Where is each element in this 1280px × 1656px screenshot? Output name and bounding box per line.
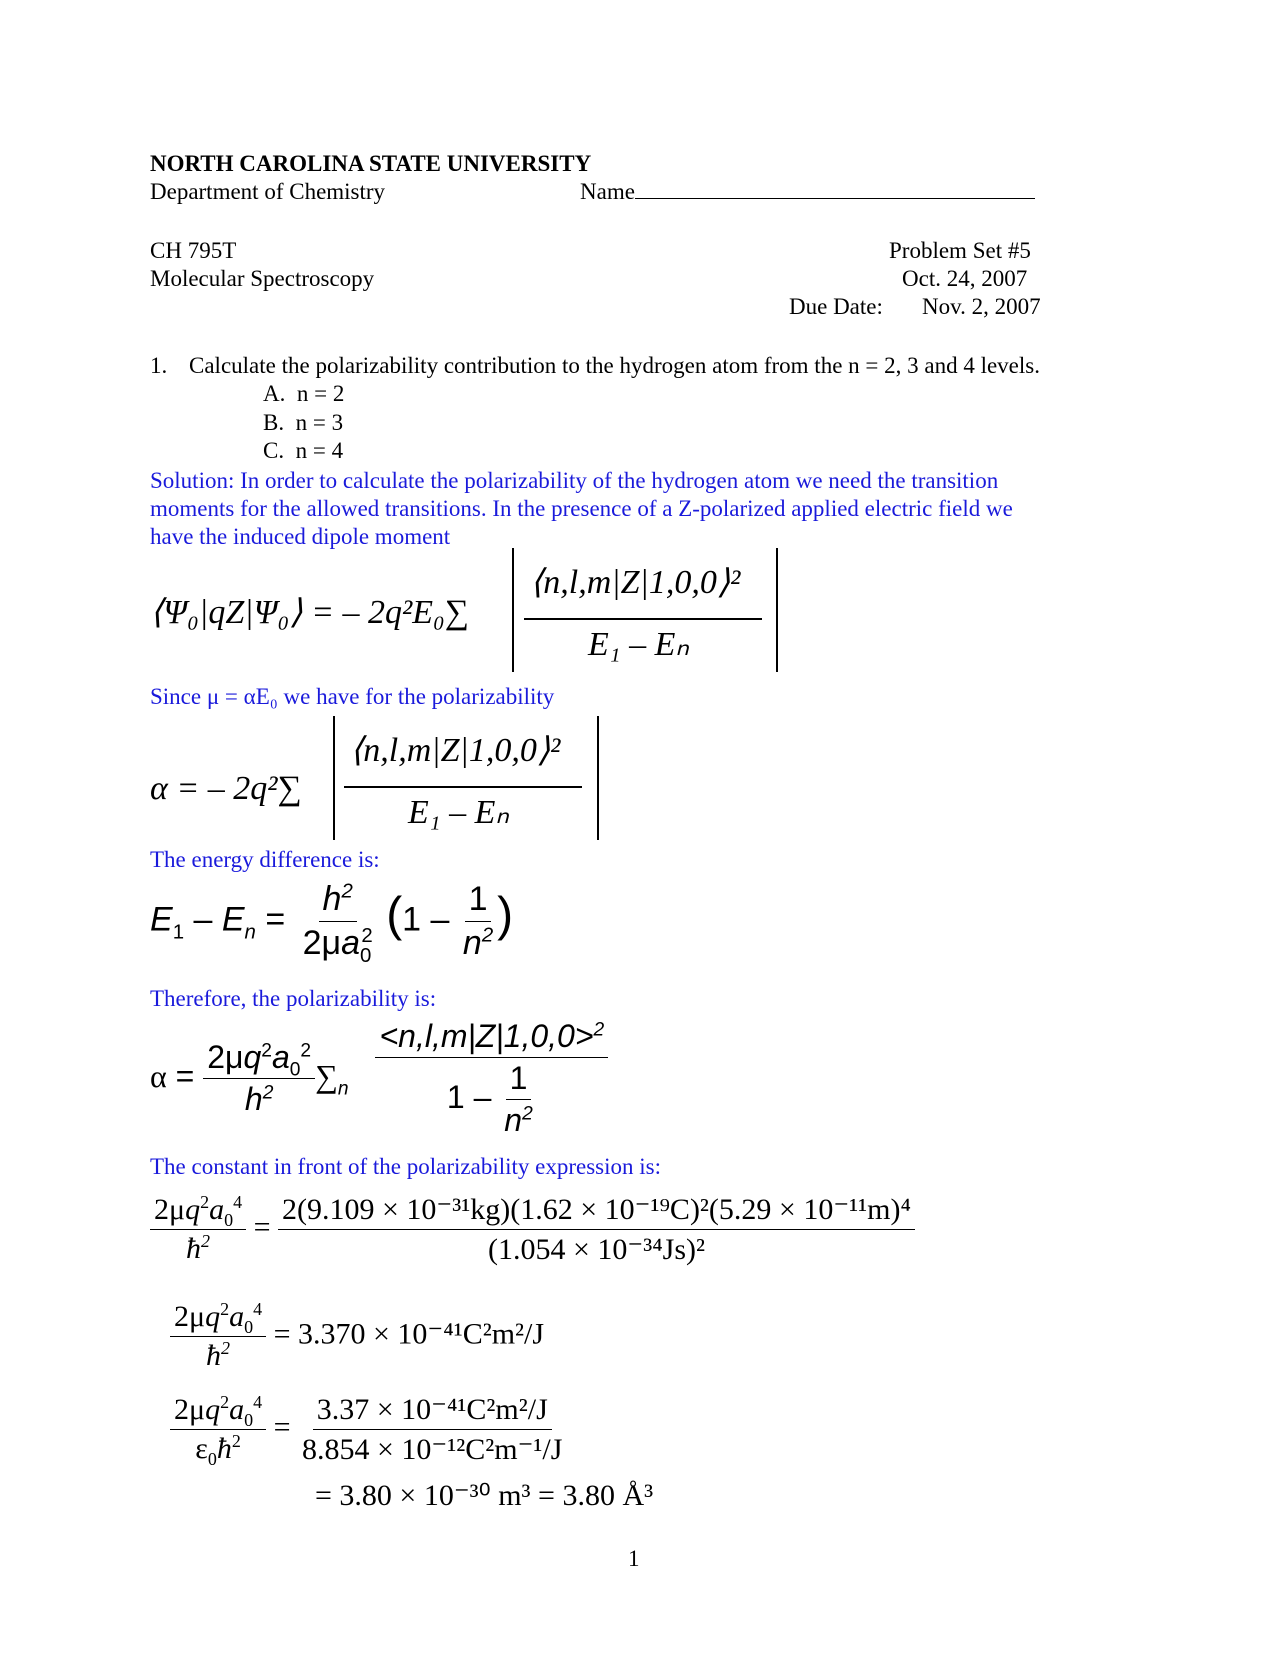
part-letter: A. <box>263 381 286 406</box>
constant-value-equation: $\frac{2\mu q^2a_0^4}{ħ^2}$ = 3.370 × 10⁻⁴¹C²m²/J <box>170 1300 544 1373</box>
eq4-numerator: 3.37 × 10⁻⁴¹C²m²/J <box>313 1392 552 1430</box>
part-letter: C. <box>263 438 285 463</box>
solution-line-3: have the induced dipole moment <box>150 524 451 549</box>
part-b <box>263 409 343 437</box>
constant-numerator: 2(9.109 × 10⁻³¹kg)(1.62 × 10⁻¹⁹C)²(5.29 × 10⁻¹¹m)⁴ <box>278 1192 915 1230</box>
course-code: CH 795T <box>150 238 237 263</box>
polarizability-equation: α = $\frac{2\mu q^2a_0^2}{h^2}$ $\sum_n$ <n,l,m|Z|1,0,0>$^2$ 1 – $\frac{1}{n^2}$ <box>150 1018 608 1139</box>
problem-1 <box>150 352 1040 380</box>
problem-text: Calculate the polarizability contribution to the hydrogen atom from the n = 2, 3 and 4 levels. <box>189 353 1040 378</box>
part-text: n = 4 <box>295 438 344 463</box>
problem-number: 1. <box>150 353 168 378</box>
name-field <box>580 178 1035 206</box>
name-label: Name <box>580 179 635 204</box>
therefore-text: Therefore, the polarizability is: <box>150 986 437 1011</box>
dimensionless-equation: $\frac{2\mu q^2a_0^4}{\varepsilon_0ħ^2}$ = $\frac{\text{3.37 × 10⁻⁴¹C²m²/J}}{\text{8.854 × 10⁻¹²C²m⁻¹/J}}$ <box>170 1392 566 1467</box>
problem-set-label: Problem Set #5 <box>889 238 1031 263</box>
department-label: Department of Chemistry <box>150 179 386 204</box>
final-result: = 3.80 × 10⁻³⁰ m³ = 3.80 Å³ <box>315 1479 654 1512</box>
equation-1-fraction-bar <box>524 618 762 620</box>
equation-induced-dipole-lhs: ⟨Ψ₀|qZ|Ψ₀⟩ = – 2q²E₀∑ <box>150 594 470 631</box>
energy-difference-equation: $E_1 - E_n$ = $\frac{h^2}{2\mu a_0^2}$ (1 – $\frac{1}{n^2}$ ) <box>150 880 514 967</box>
constant-text: The constant in front of the polarizability expression is: <box>150 1154 661 1179</box>
part-a <box>263 380 344 408</box>
equation-polarizability-lhs: α = – 2q²∑ <box>150 770 302 807</box>
due-date-label: Due Date: <box>789 294 883 319</box>
university-heading: NORTH CAROLINA STATE UNIVERSITY <box>150 151 592 176</box>
constant-value: = 3.370 × 10⁻⁴¹C²m²/J <box>273 1317 545 1351</box>
issue-date: Oct. 24, 2007 <box>902 266 1028 291</box>
part-text: n = 2 <box>296 381 345 406</box>
part-text: n = 3 <box>295 410 344 435</box>
constant-denominator: (1.054 × 10⁻³⁴Js)² <box>487 1233 705 1266</box>
equation-2-numerator: ⟨n,l,m|Z|1,0,0⟩² <box>350 732 561 769</box>
energy-difference-text: The energy difference is: <box>150 847 380 872</box>
equation-2-denominator: E₁ – Eₙ <box>408 794 509 831</box>
constant-equation: $\frac{2\mu q^2a_0^4}{ħ^2}$ = $\frac{\text{2(9.109 × 10⁻³¹kg)(1.62 × 10⁻¹⁹C)²(5.29 × 10⁻¹¹m)⁴}}{\text{(1.054 × 10⁻³⁴Js)²}}$ <box>150 1192 915 1267</box>
eq4-denominator: 8.854 × 10⁻¹²C²m⁻¹/J <box>302 1433 563 1466</box>
course-title: Molecular Spectroscopy <box>150 266 375 291</box>
solution-line-2: moments for the allowed transitions. In the presence of a Z-polarized applied electric field we <box>150 496 1013 521</box>
part-letter: B. <box>263 410 285 435</box>
solution-line-1: Solution: In order to calculate the polarizability of the hydrogen atom we need the transition <box>150 468 999 493</box>
due-date: Nov. 2, 2007 <box>922 294 1041 319</box>
page-number: 1 <box>628 1546 640 1571</box>
equation-2-fraction-bar <box>344 786 582 788</box>
part-c <box>263 437 343 465</box>
equation-1-numerator: ⟨n,l,m|Z|1,0,0⟩² <box>530 564 741 601</box>
name-blank-line <box>635 178 1035 199</box>
since-text: Since μ = αE₀ we have for the polarizability <box>150 684 555 709</box>
equation-1-denominator: E₁ – Eₙ <box>588 626 689 663</box>
